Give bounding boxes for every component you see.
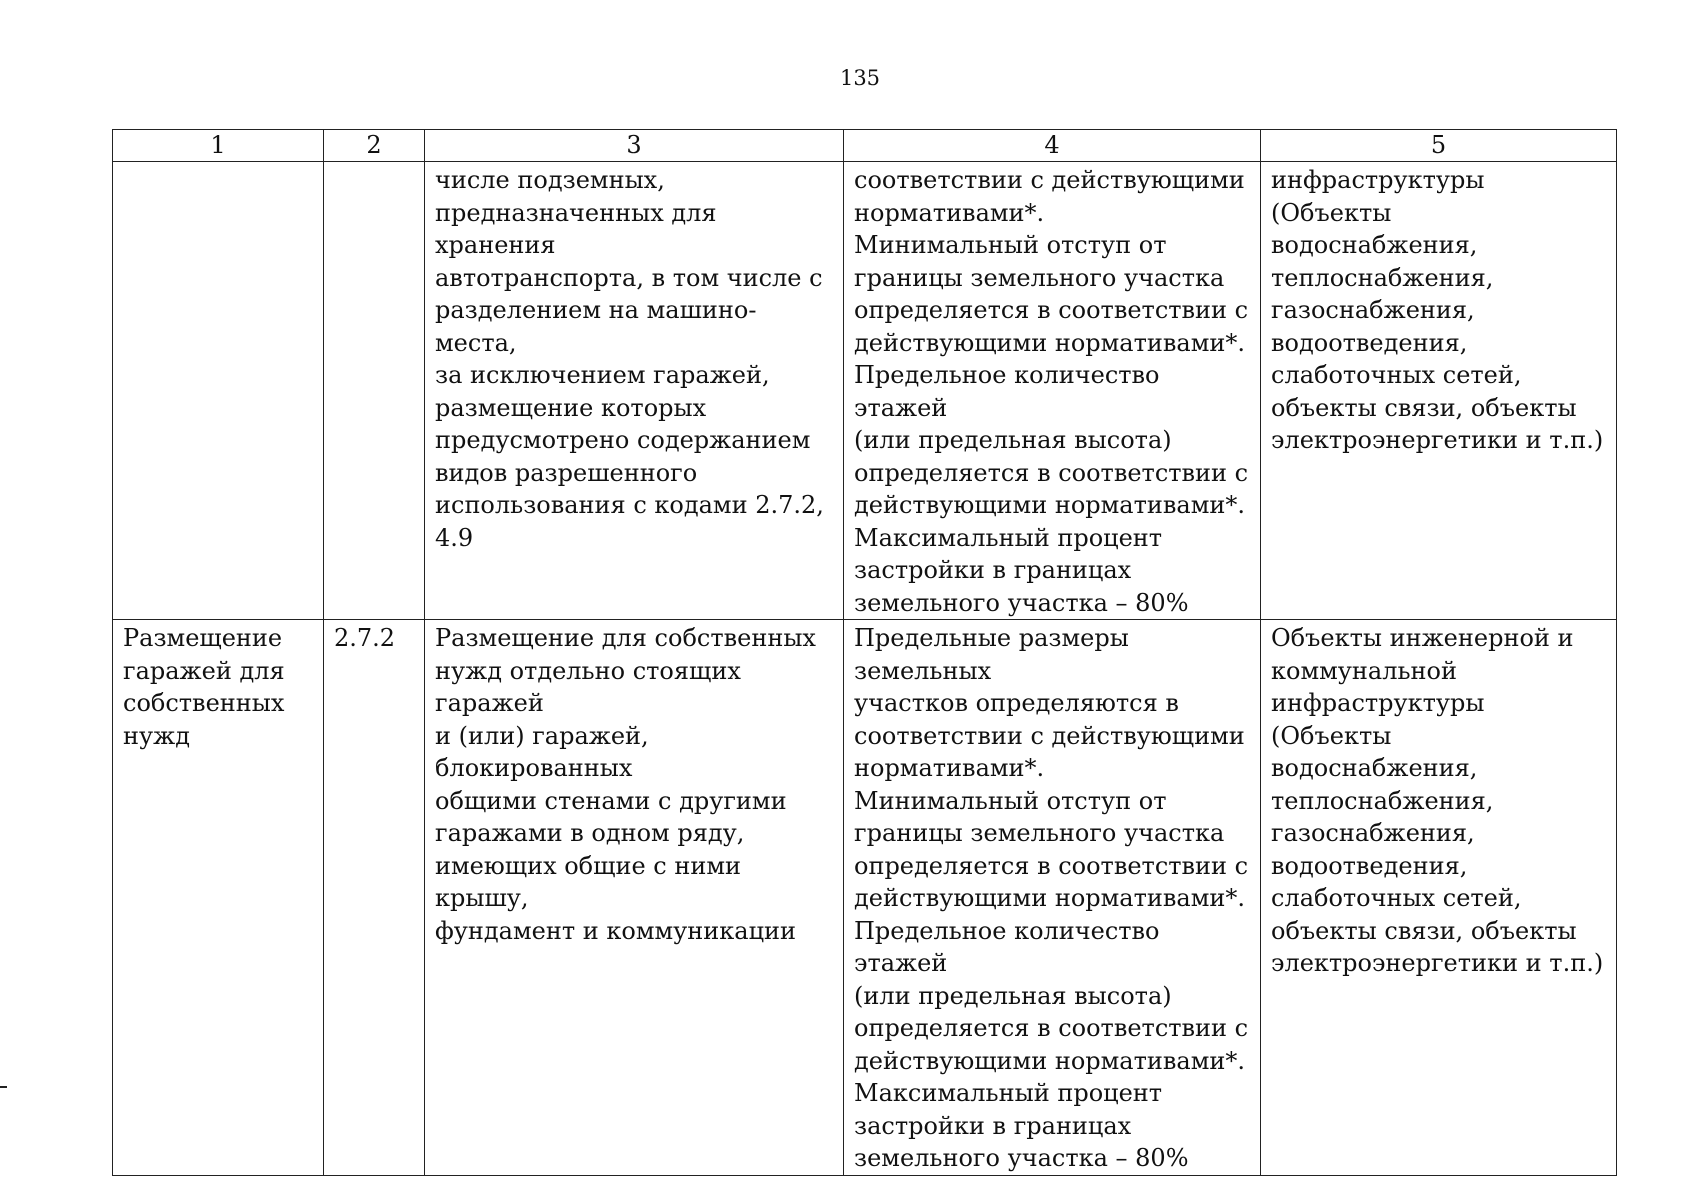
- cell-description: Размещение для собственных нужд отдельно стоящих гаражей и (или) гаражей, блокированных общими стенами с другими гаражами в одном ряду, имеющих общие с ними крышу, фундамент и коммуникации: [425, 620, 844, 1176]
- table-row: [113, 162, 1617, 620]
- header-cell-4: 4: [844, 130, 1261, 162]
- land-use-table: [112, 129, 1617, 1176]
- cell-objects: инфраструктуры (Объекты водоснабжения, теплоснабжения, газоснабжения, водоотведения, слаботочных сетей, объекты связи, объекты электроэнергетики и т.п.): [1261, 162, 1617, 620]
- table-row: [113, 620, 1617, 1176]
- cell-code: 2.7.2: [324, 620, 425, 1176]
- header-cell-3: 3: [425, 130, 844, 162]
- cell-name: Размещение гаражей для собственных нужд: [113, 620, 324, 1176]
- header-cell-1: 1: [113, 130, 324, 162]
- cell-parameters: Предельные размеры земельных участков определяются в соответствии с действующими нормативами*. Минимальный отступ от границы земельного участка определяется в соответствии с действующими нормативами*. Предельное количество этажей (или предельная высота) определяется в соответствии с действующими нормативами*. Максимальный процент застройки в границах земельного участка – 80%: [844, 620, 1261, 1176]
- table-header-row: [113, 130, 1617, 162]
- header-cell-5: 5: [1261, 130, 1617, 162]
- cell-code: [324, 162, 425, 620]
- margin-mark: [0, 1086, 7, 1088]
- cell-description: числе подземных, предназначенных для хранения автотранспорта, в том числе с разделением на машино-места, за исключением гаражей, размещение которых предусмотрено содержанием видов разрешенного использования с кодами 2.7.2, 4.9: [425, 162, 844, 620]
- cell-objects: Объекты инженерной и коммунальной инфраструктуры (Объекты водоснабжения, теплоснабжения, газоснабжения, водоотведения, слаботочных сетей, объекты связи, объекты электроэнергетики и т.п.): [1261, 620, 1617, 1176]
- cell-name: [113, 162, 324, 620]
- header-cell-2: 2: [324, 130, 425, 162]
- page-number: 135: [839, 66, 881, 90]
- cell-parameters: соответствии с действующими нормативами*. Минимальный отступ от границы земельного участка определяется в соответствии с действующими нормативами*. Предельное количество этажей (или предельная высота) определяется в соответствии с действующими нормативами*. Максимальный процент застройки в границах земельного участка – 80%: [844, 162, 1261, 620]
